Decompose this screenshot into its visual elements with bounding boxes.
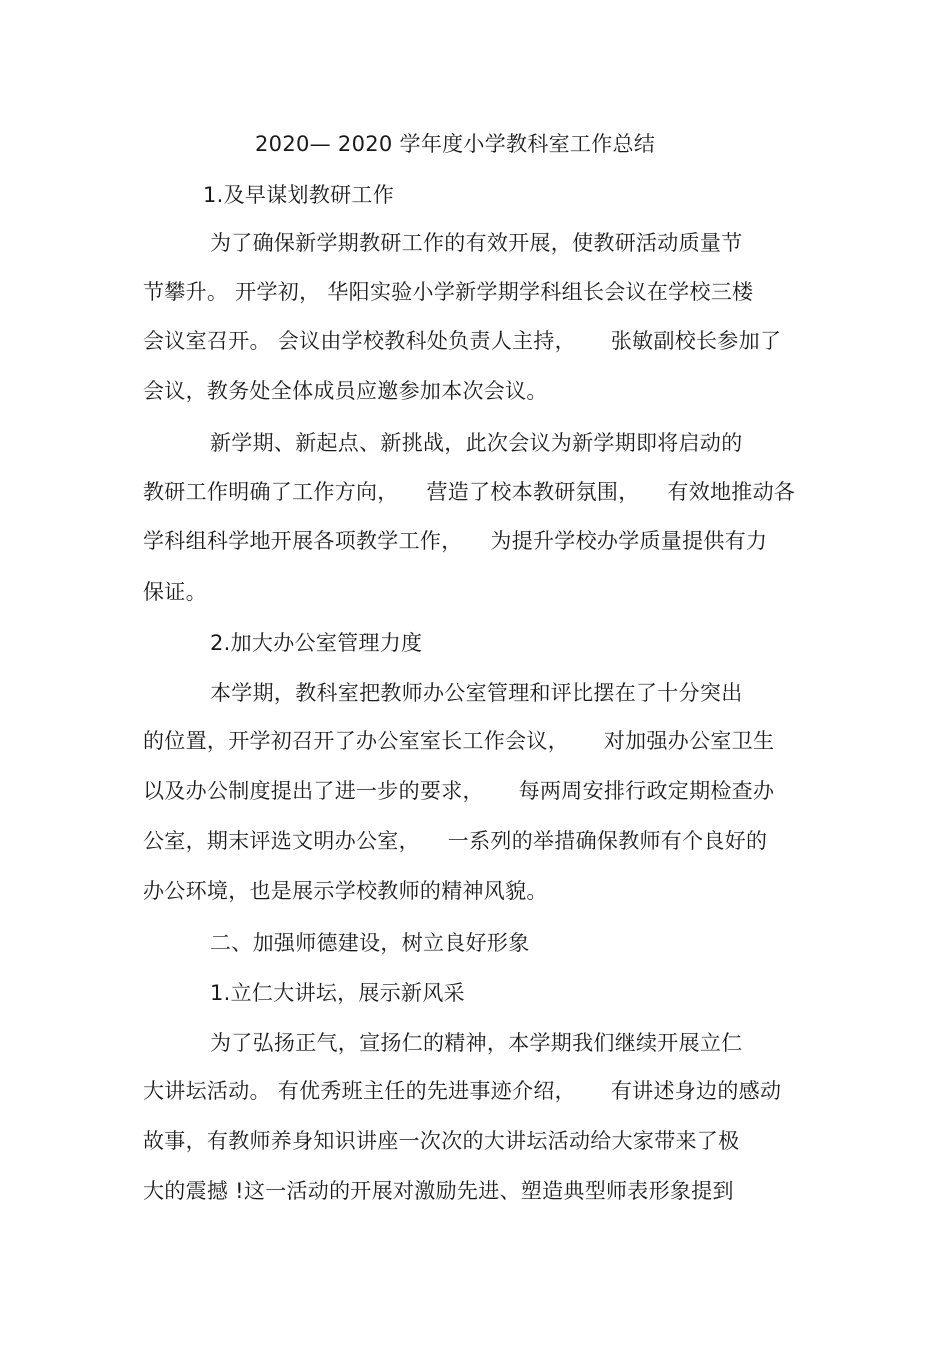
section-heading: 1.及早谋划教研工作 <box>203 183 395 207</box>
paragraph-line: 本学期，教科室把教师办公室管理和评比摆在了十分突出 <box>210 681 743 705</box>
paragraph-line: 为了确保新学期教研工作的有效开展，使教研活动质量节 <box>210 231 743 255</box>
section-heading: 二、加强师德建设，树立良好形象 <box>210 931 530 955</box>
subsection-heading: 1.立仁大讲坛，展示新风采 <box>210 981 465 1005</box>
paragraph-line: 故事，有教师养身知识讲座一次次的大讲坛活动给大家带来了极 <box>143 1129 740 1153</box>
document-title: 2020— 2020 学年度小学教科室工作总结 <box>255 132 656 156</box>
paragraph-line: 大讲坛活动。 有优秀班主任的先进事迹介绍， 有讲述身边的感动 <box>143 1079 782 1103</box>
paragraph-line: 节攀升。 开学初， 华阳实验小学新学期学科组长会议在学校三楼 <box>143 280 754 304</box>
paragraph-line: 教研工作明确了工作方向， 营造了校本教研氛围， 有效地推动各 <box>143 480 796 504</box>
paragraph-line: 的位置，开学初召开了办公室室长工作会议， 对加强办公室卫生 <box>143 729 775 753</box>
paragraph-line: 会议，教务处全体成员应邀参加本次会议。 <box>143 379 548 403</box>
paragraph-line: 办公环境，也是展示学校教师的精神风貌。 <box>143 879 548 903</box>
paragraph-line: 公室，期末评选文明办公室， 一系列的举措确保教师有个良好的 <box>143 829 768 853</box>
paragraph-line: 为了弘扬正气，宣扬仁的精神，本学期我们继续开展立仁 <box>210 1031 743 1055</box>
paragraph-line: 学科组科学地开展各项教学工作， 为提升学校办学质量提供有力 <box>143 529 768 553</box>
paragraph-line: 以及办公制度提出了进一步的要求， 每两周安排行政定期检查办 <box>143 779 775 803</box>
section-heading: 2.加大办公室管理力度 <box>210 631 423 655</box>
paragraph-line: 会议室召开。 会议由学校教科处负责人主持， 张敏副校长参加了 <box>143 329 782 353</box>
paragraph-line: 保证。 <box>143 580 207 604</box>
paragraph-line: 新学期、新起点、新挑战，此次会议为新学期即将启动的 <box>210 431 743 455</box>
paragraph-line: 大的震撼 !这一活动的开展对激励先进、塑造典型师表形象提到 <box>143 1179 734 1203</box>
